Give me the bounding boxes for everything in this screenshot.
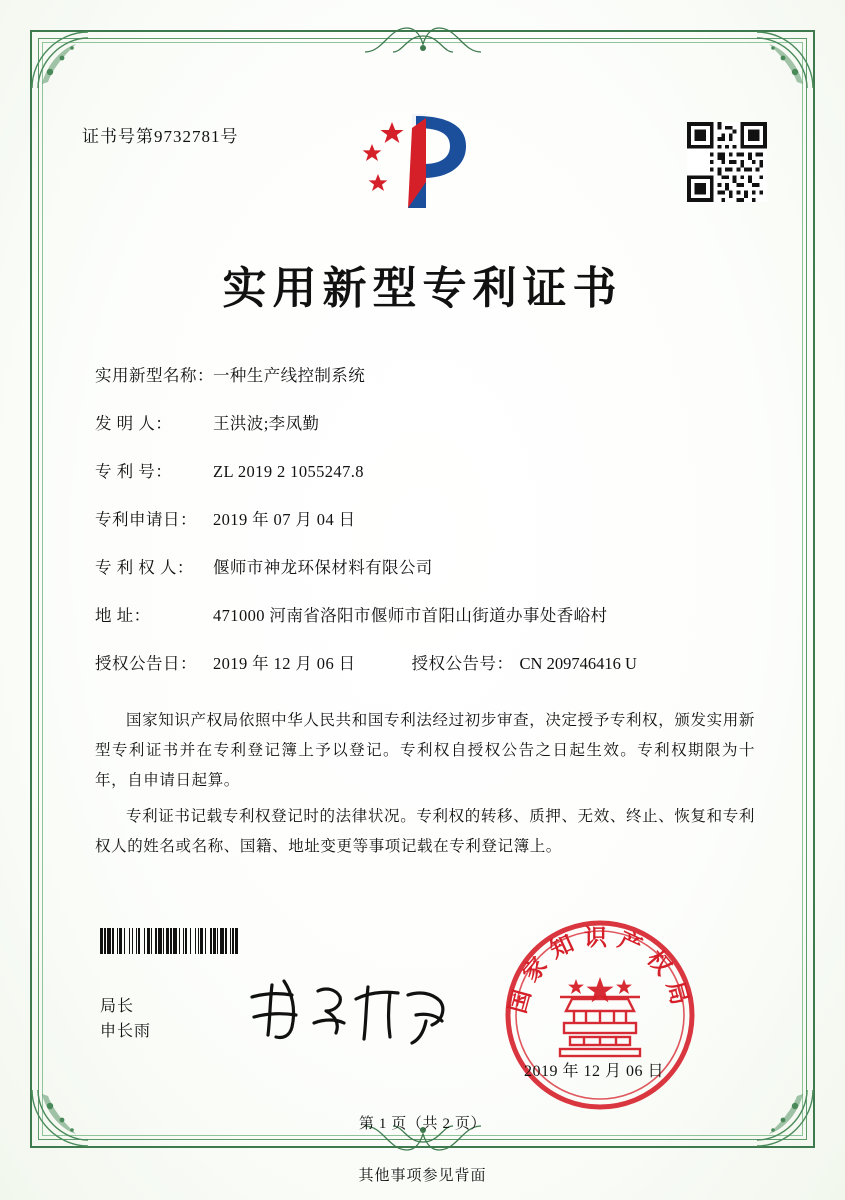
signature-labels: [100, 994, 151, 1044]
field-value: 王洪波;李凤勤: [213, 414, 320, 433]
field-row-patent-number: [95, 458, 755, 482]
page-number: 第 1 页（共 2 页）: [358, 1116, 487, 1132]
field-row-utility-model-name: [95, 362, 755, 386]
field-value-secondary: CN 209746416 U: [519, 654, 637, 673]
field-label: 专 利 权 人：: [95, 558, 194, 577]
qr-code-icon: [687, 122, 767, 202]
footer-note: 其他事项参见背面: [358, 1168, 487, 1184]
paragraph: 专利证书记载专利权登记时的法律状况。专利权的转移、质押、无效、终止、恢复和专利权人的姓名或名称、国籍、地址变更等事项记载在专利登记簿上。: [95, 808, 755, 855]
field-value: ZL 2019 2 1055247.8: [213, 462, 364, 481]
field-row-application-date: [95, 506, 755, 530]
seal-date: 2019 年 12 月 06 日: [524, 1063, 665, 1080]
field-label: 授权公告日：: [95, 654, 197, 673]
field-label: 实用新型名称：: [95, 366, 214, 385]
handwritten-signature-icon: [240, 975, 455, 1050]
field-list: [95, 362, 755, 698]
field-row-address: [95, 602, 755, 626]
field-row-inventor: [95, 410, 755, 434]
field-row-patentee: [95, 554, 755, 578]
field-label: 发 明 人：: [95, 414, 173, 433]
body-text: [95, 706, 755, 868]
svg-text:国家知识产权局: [504, 924, 696, 1016]
seal-arc-text: 国家知识产权局: [504, 924, 696, 1017]
barcode-bar: [238, 928, 240, 954]
field-value: 2019 年 12 月 06 日: [213, 654, 356, 673]
cnipa-logo-icon: [348, 108, 498, 213]
barcode: [100, 928, 330, 954]
corner-ornament-icon: [28, 28, 92, 92]
director-name-label: 申长雨: [100, 1023, 152, 1040]
field-label-secondary: 授权公告号：: [411, 654, 514, 673]
field-row-grant-announcement: [95, 650, 755, 674]
field-label: 专利申请日：: [95, 510, 197, 529]
certificate-number: 证书号第9732781号: [82, 127, 239, 146]
director-title-label: 局长: [100, 998, 135, 1015]
top-ornament-icon: [363, 22, 483, 56]
field-value: 偃师市神龙环保材料有限公司: [213, 558, 433, 577]
field-value: 2019 年 07 月 04 日: [213, 510, 356, 529]
corner-ornament-icon: [753, 28, 817, 92]
page-title: 实用新型专利证书: [222, 263, 623, 314]
field-value: 471000 河南省洛阳市偃师市首阳山街道办事处香峪村: [213, 606, 608, 625]
field-label: 地 址：: [95, 606, 151, 625]
paragraph: 国家知识产权局依照中华人民共和国专利法经过初步审查，决定授予专利权，颁发实用新型专利证书并在专利登记簿上予以登记。专利权自授权公告之日起生效。专利权期限为十年，自申请日起算。: [95, 712, 755, 789]
field-label: 专 利 号：: [95, 462, 173, 481]
field-value: 一种生产线控制系统: [213, 366, 366, 385]
official-seal-icon: [500, 915, 700, 1115]
